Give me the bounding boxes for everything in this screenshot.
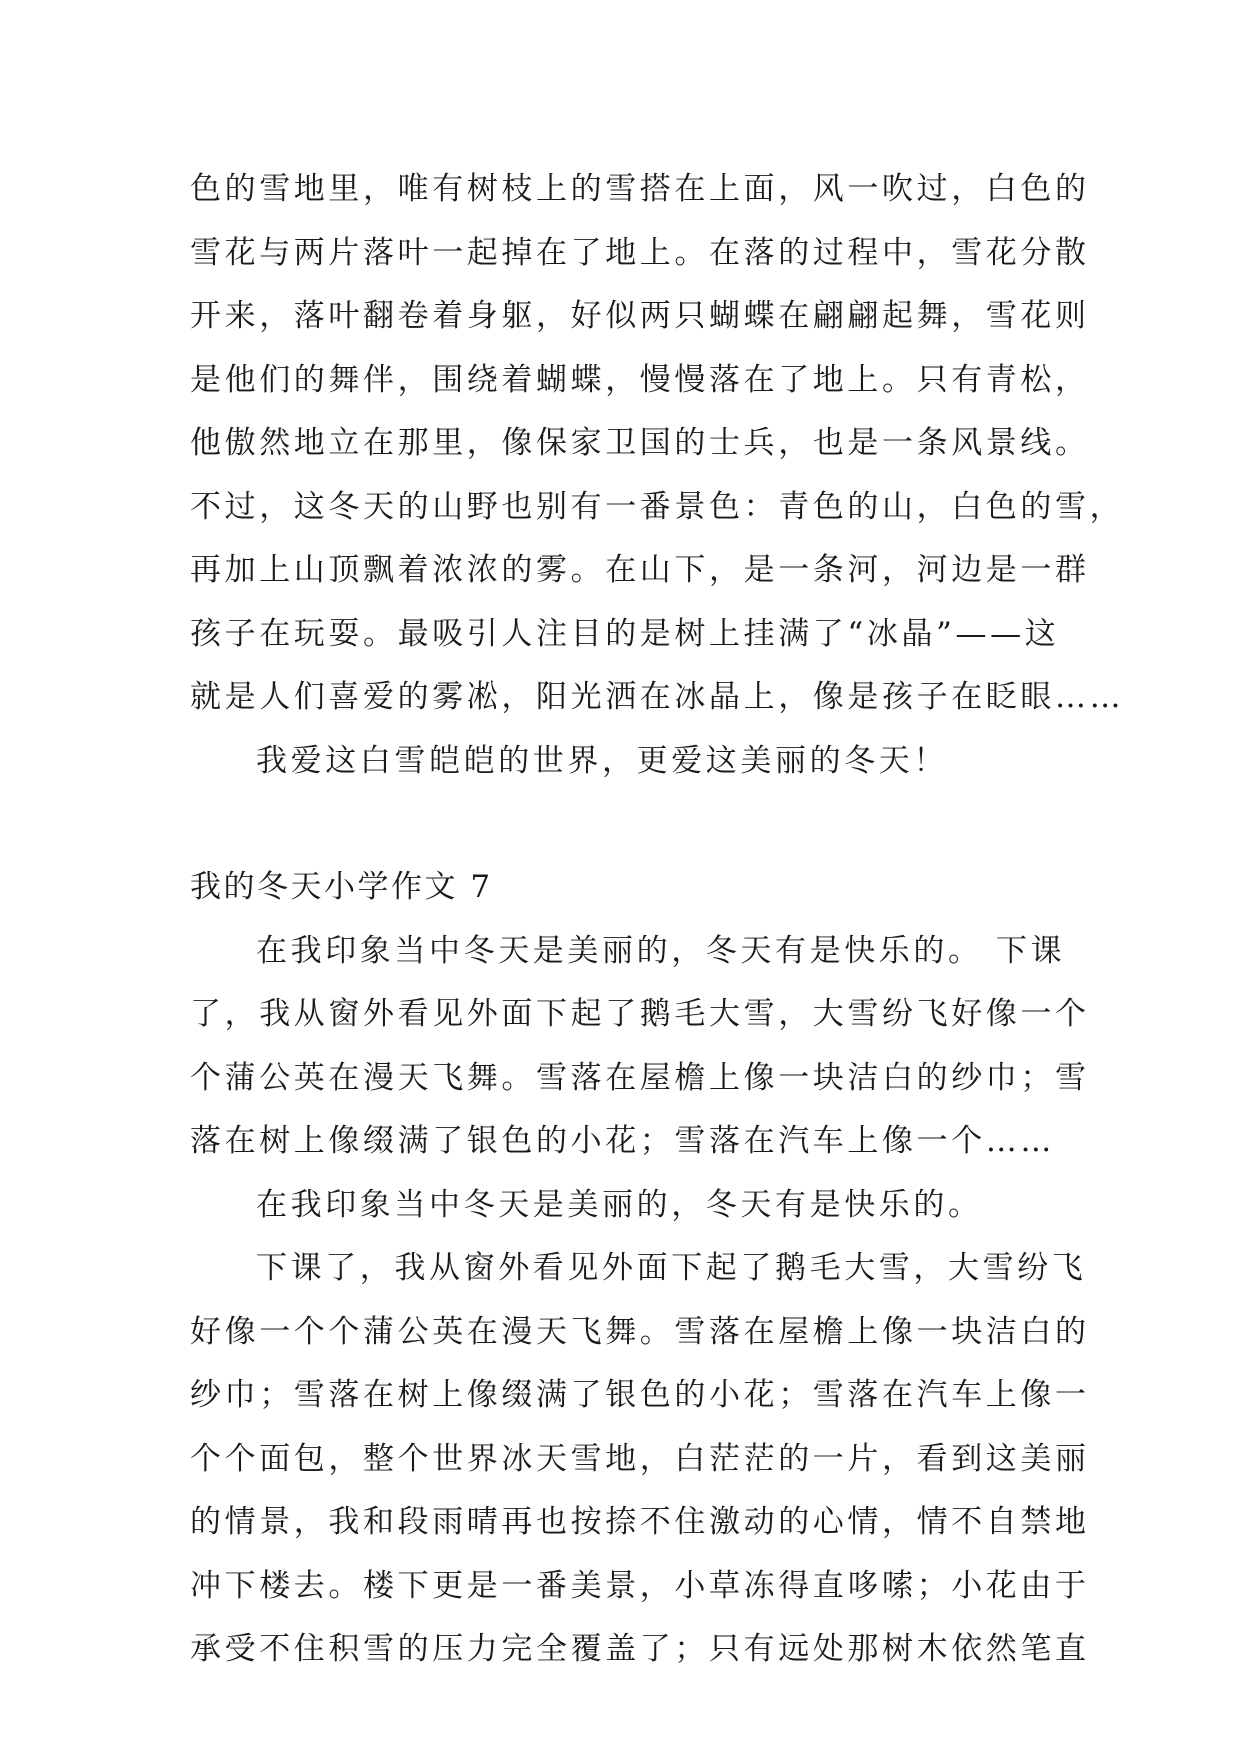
text-line: 个个面包，整个世界冰天雪地，白茫茫的一片，看到这美丽: [190, 1440, 1090, 1477]
text-line: 他傲然地立在那里，像保家卫国的士兵，也是一条风景线。: [190, 425, 1090, 461]
text-line: 了，我从窗外看见外面下起了鹅毛大雪，大雪纷飞好像一个: [190, 996, 1090, 1032]
text-line: 色的雪地里，唯有树枝上的雪搭在上面，风一吹过，白色的: [190, 171, 1090, 207]
text-line: 就是人们喜爱的雾凇，阳光洒在冰晶上，像是孩子在眨眼……: [190, 679, 1125, 715]
text-line: 雪花与两片落叶一起掉在了地上。在落的过程中，雪花分散: [190, 234, 1090, 271]
text-line: 落在树上像缀满了银色的小花；雪落在汽车上像一个……: [190, 1123, 1055, 1159]
text-line: 的情景，我和段雨晴再也按捺不住激动的心情，情不自禁地: [190, 1504, 1090, 1540]
section-b: [190, 856, 1090, 1682]
text-line: 不过，这冬天的山野也别有一番景色：青色的山，白色的雪，: [190, 488, 1125, 525]
section-a: [190, 158, 1125, 793]
paragraph-2: [190, 1174, 1070, 1238]
text-line: 好像一个个蒲公英在漫天飞舞。雪落在屋檐上像一块洁白的: [190, 1313, 1090, 1350]
text-line: 开来，落叶翻卷着身躯，好似两只蝴蝶在翩翩起舞，雪花则: [190, 298, 1090, 334]
text-line: 个蒲公英在漫天飞舞。雪落在屋檐上像一块洁白的纱巾；雪: [190, 1059, 1090, 1096]
paragraph-3: [190, 1237, 1090, 1682]
text-line: 在我印象当中冬天是美丽的，冬天有是快乐的。 下课: [256, 932, 1066, 969]
essay-heading: 我的冬天小学作文 7: [190, 869, 493, 905]
closing-sentence: 我爱这白雪皑皑的世界，更爱这美丽的冬天！: [256, 742, 948, 779]
text-line: 在我印象当中冬天是美丽的，冬天有是快乐的。: [256, 1186, 983, 1223]
text-line: 冲下楼去。楼下更是一番美景，小草冻得直哆嗦；小花由于: [190, 1567, 1090, 1604]
text-line: 承受不住积雪的压力完全覆盖了；只有远处那树木依然笔直: [190, 1631, 1090, 1667]
section-gap: [190, 793, 1070, 856]
paragraph-1: [190, 920, 1090, 1174]
document-body: [190, 158, 1125, 1682]
text-line: 是他们的舞伴，围绕着蝴蝶，慢慢落在了地上。只有青松，: [190, 361, 1090, 398]
text-line: 下课了，我从窗外看见外面下起了鹅毛大雪，大雪纷飞: [256, 1250, 1087, 1286]
text-line: 再加上山顶飘着浓浓的雾。在山下，是一条河，河边是一群: [190, 552, 1090, 588]
text-line: 纱巾；雪落在树上像缀满了银色的小花；雪落在汽车上像一: [190, 1377, 1090, 1413]
text-line: 孩子在玩耍。最吸引人注目的是树上挂满了“冰晶”——这: [190, 615, 1060, 652]
